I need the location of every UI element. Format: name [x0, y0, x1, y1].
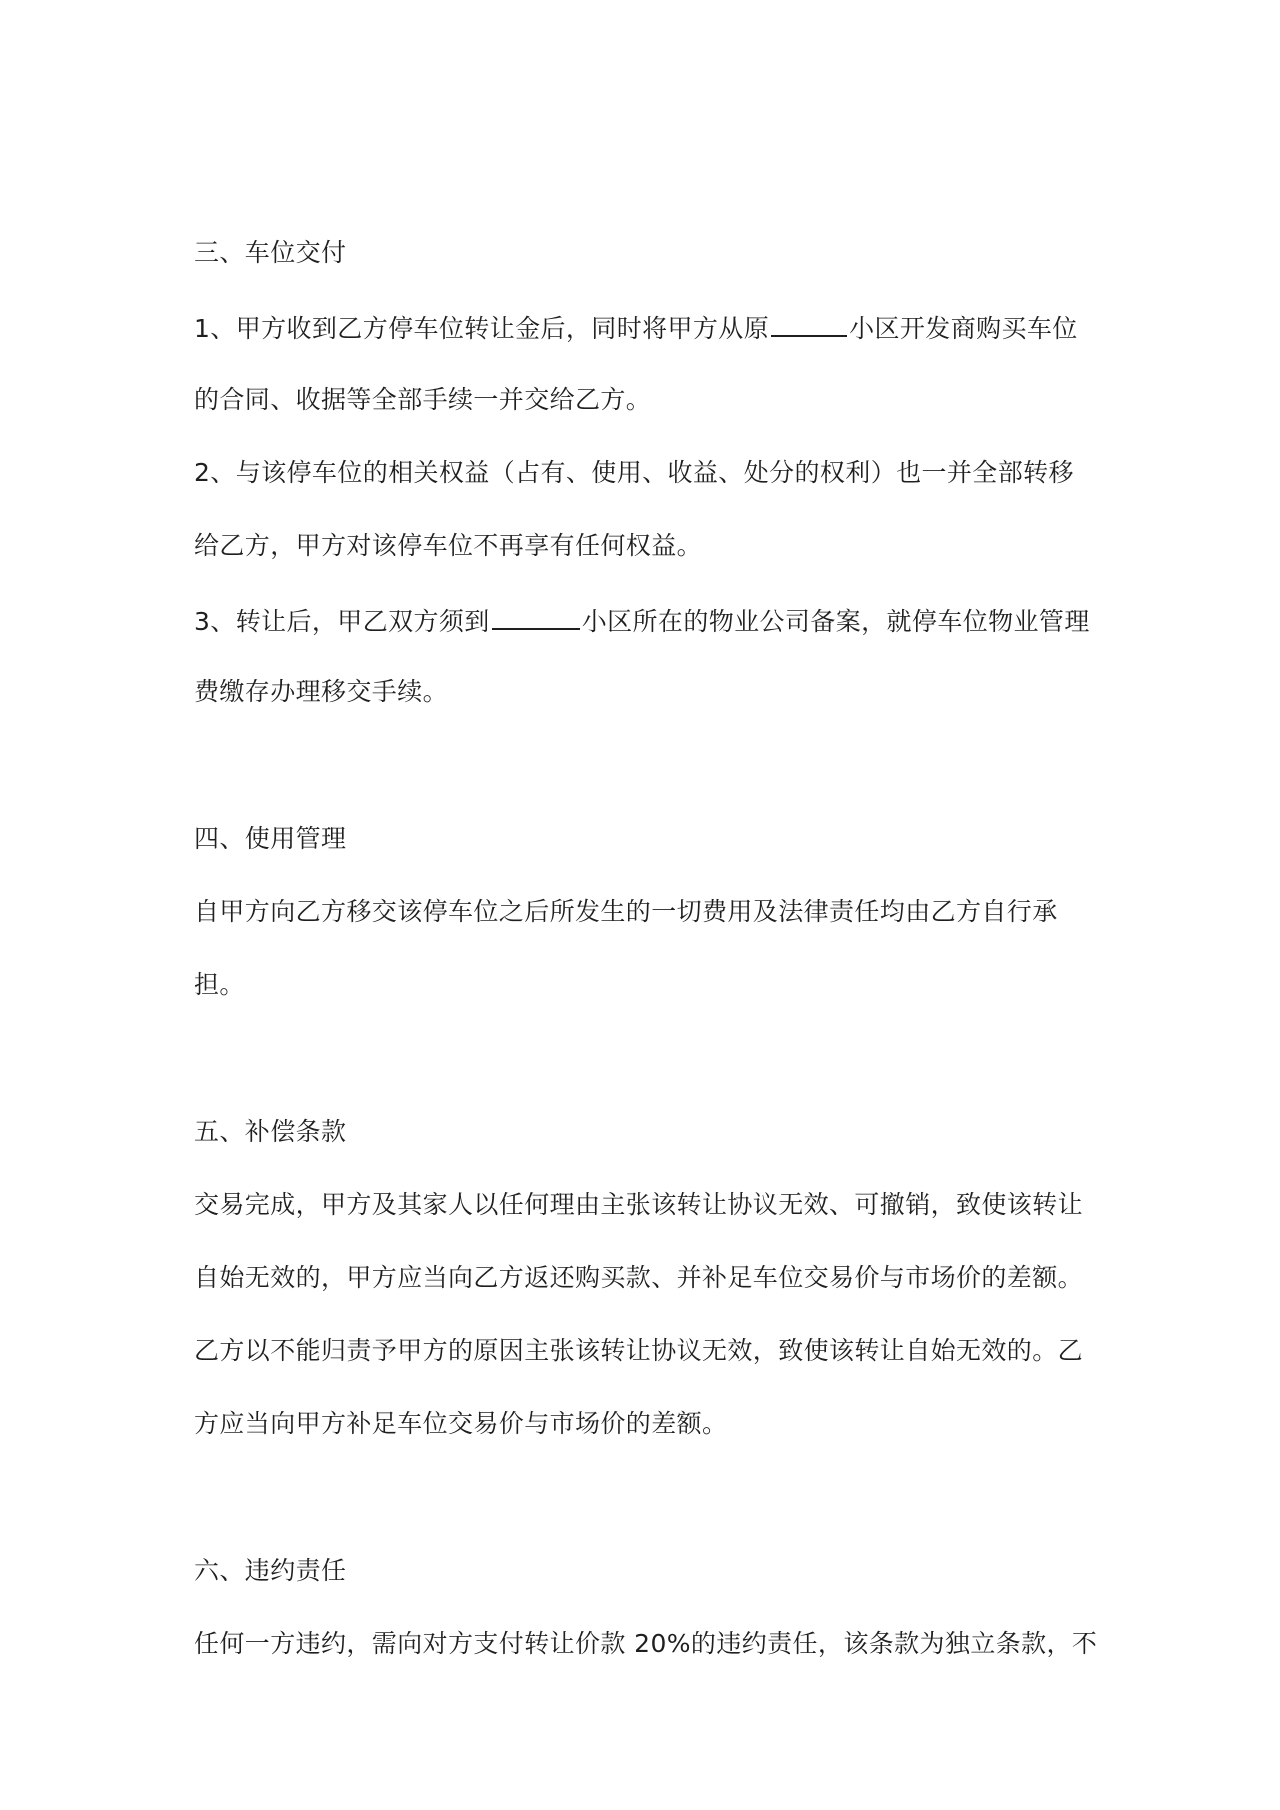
section-3-item-3-text-a: 3、转让后，甲乙双方须到 — [194, 607, 490, 636]
section-5-line-2: 自始无效的，甲方应当向乙方返还购买款、并补足车位交易价与市场价的差额。 — [194, 1263, 1084, 1292]
section-4-heading: 四、使用管理 — [194, 824, 347, 853]
section-5-line-3: 乙方以不能归责予甲方的原因主张该转让协议无效，致使该转让自始无效的。乙 — [194, 1336, 1084, 1365]
section-3-item-3-line-1 — [194, 602, 1094, 639]
section-5-line-1: 交易完成，甲方及其家人以任何理由主张该转让协议无效、可撤销，致使该转让 — [194, 1190, 1084, 1219]
section-3-item-1-line-2: 的合同、收据等全部手续一并交给乙方。 — [194, 385, 652, 414]
section-3-item-1-text-a: 1、甲方收到乙方停车位转让金后，同时将甲方从原 — [194, 314, 770, 343]
section-5-line-4: 方应当向甲方补足车位交易价与市场价的差额。 — [194, 1409, 728, 1438]
section-3-item-3-text-b: 小区所在的物业公司备案，就停车位物业管理 — [581, 607, 1090, 636]
fill-in-blank-community-name-2 — [492, 602, 580, 630]
section-3-item-2-line-2: 给乙方，甲方对该停车位不再享有任何权益。 — [194, 531, 703, 560]
section-3-item-3-line-2: 费缴存办理移交手续。 — [194, 677, 449, 706]
section-6-heading: 六、违约责任 — [194, 1556, 347, 1585]
section-3-item-1-line-1 — [194, 309, 1094, 346]
section-5-heading: 五、补偿条款 — [194, 1117, 347, 1146]
fill-in-blank-community-name — [771, 309, 847, 337]
section-4-line-2: 担。 — [194, 970, 245, 999]
section-3-item-2-line-1: 2、与该停车位的相关权益（占有、使用、收益、处分的权利）也一并全部转移 — [194, 458, 1074, 487]
section-4-line-1: 自甲方向乙方移交该停车位之后所发生的一切费用及法律责任均由乙方自行承 — [194, 897, 1058, 926]
section-3-item-1-text-b: 小区开发商购买车位 — [849, 314, 1078, 343]
section-6-line-1: 任何一方违约，需向对方支付转让价款 20%的违约责任，该条款为独立条款，不 — [194, 1629, 1098, 1658]
section-3-heading: 三、车位交付 — [194, 238, 347, 267]
